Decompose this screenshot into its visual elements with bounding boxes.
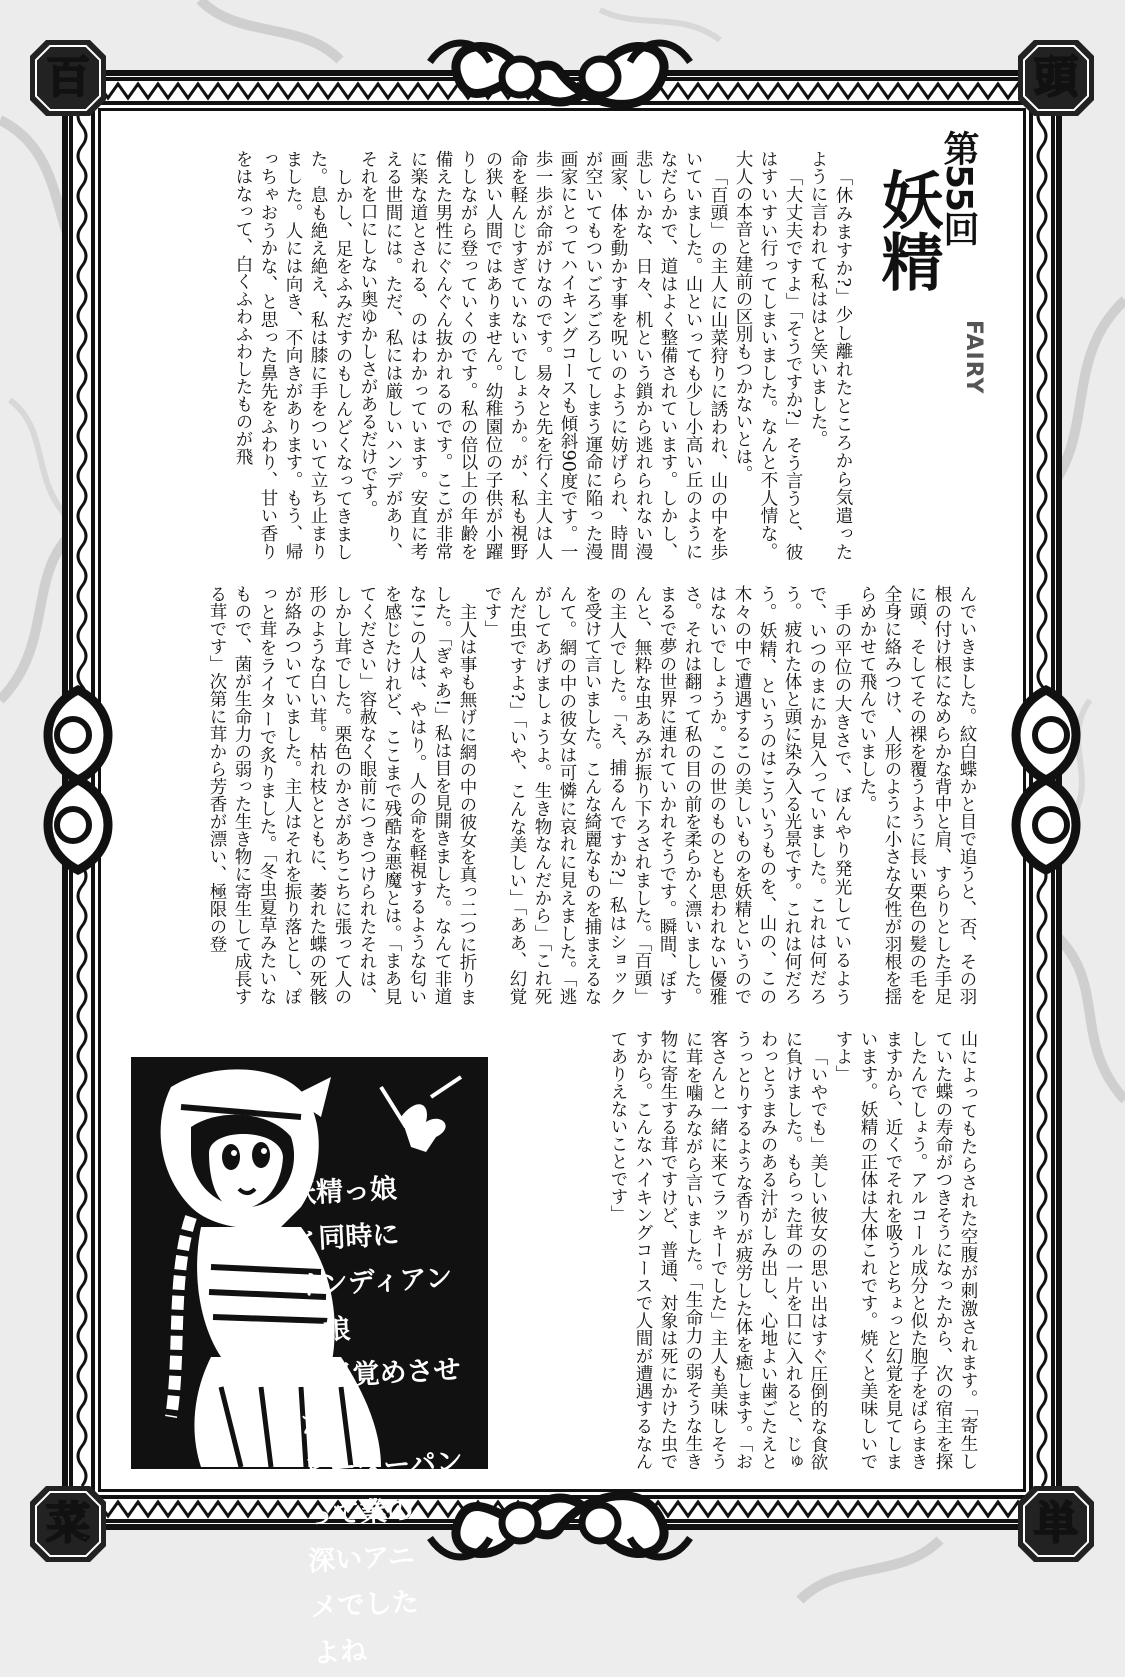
knot-ornament-right [996,660,1106,900]
paragraph: 山によってもたらされた空腹が刺激されます。「寄生していた蝶の寿命がつきそうになったから、次の宿主を探したんでしょう。アルコール成分と似た胞子をばらまきますから、近くでそれを吸うとちょっと幻覚を見てしまいます。妖精の正体は大体これです。焼くと美味しいですよ」 [833,1030,978,1470]
article-text-block-3 [560,1030,980,1470]
paragraph: 「百頭」の主人に山菜狩りに誘われ、山の中を歩いていました。山といっても少し小高い丘のようになだらかで、道はよく整備されています。しかし、悲しいかな、日々、机という鎖から逃れられない漫画家、体を動かす事を呪いのように妨げられ、時間が空いてもついごろごろしてしまう運命に陥った漫画家にとってハイキングコースも傾斜90度です。一歩一歩が命がけなのです。易々と先を行く主人は人命を軽んじすぎていないでしょうか。が、私も視野の狭い人間ではありません。幼稚園位の子供が小躍りしながら登っていくのです。私の倍以上の年齢を備えた男性にぐんぐん抜かれるのです。ここが非常に楽な道とされる、のはわかっています。安直に考える世間には。ただ、私には厳しいハンデがあり、それを口にしない奥ゆかしさがあるだけです。 [358,150,728,560]
corner-glyph: 単 [1034,1498,1078,1549]
corner-plate-bottom-left [30,1486,106,1562]
paragraph: 「休みますか?」少し離れたところから気遣ったように言われて私ははと笑いました。 [808,150,853,560]
knot-ornament-top [420,22,700,122]
paragraph: 主人は事も無げに網の中の彼女を真っ二つに折りました。「ぎゃあ!」私は目を見開きました。なんて非道な!この人は、やはり。人の命を軽視するような匂いを感じたけれど、ここまで残酷な悪魔とは。「まあ見てください」容赦なく眼前につきつけられたそれは、しかし茸でした。栗色のかさがあちこちに張って人の形のような白い茸。枯れ枝とともに、萎れた蝶の死骸が絡みついていました。主人はそれを振り落とし、ぽっと茸をライターで炙りました。「冬虫夏草みたいなもので、菌が生命力の弱った生き物に寄生して成長する茸です」次第に茸から芳香が漂い、極限の登 [207,585,477,1005]
title-main: 妖精 [871,168,944,292]
corner-glyph: 菜 [46,1498,90,1549]
article-text-block-2 [137,585,979,1005]
illustration-caption: 妖精っ娘 と同時に インディアンっ娘 に目覚めさせた ピーターパン って業の 深いアニ メでした よね [288,1173,464,1670]
paragraph: んでいきました。紋白蝶かと目で追うと、否、その羽根の付け根になめらかな背中と肩、すらりとした手足に頭、そしてその裸を覆うように長い栗色の髪の毛を全身に絡みつけ、人形のように小さな女性が羽根を揺らめかせて飛んでいました。 [857,585,977,1005]
paragraph: しかし、足をふみだすのもしんどくなってきました。息も絶え絶え、私は膝に手をついて立ち止まりました。人には向き、不向きがあります。もう、帰っちゃおうかな、と思った鼻先をふわり、甘い香りをはなって、白くふわふわしたものが飛 [233,150,353,560]
knot-ornament-left [18,660,128,900]
article-text-block-1 [137,150,855,560]
corner-plate-bottom-right [1018,1486,1094,1562]
paragraph: 「大丈夫ですよ」「そうですか?」そう言うと、彼はすいすい行ってしまいました。なんと不人情な。大人の本音と建前の区別もつかないとは。 [733,150,803,560]
paragraph: 手の平位の大きさで、ぼんやり発光しているようで、いつのまにか見入っていました。これは何だろう。疲れた体と頭に染み入る光景です。これは何だろう。妖精、というのはこういうものを、山の、この木々の中で遭遇するこの美しいものを妖精というのではないでしょうか。この世のものとも思われない優雅さ。それは翻って私の目の前を柔らかく漂いました。まるで夢の世界に連れていかれそうです。瞬間、ぼすんと、無粋な虫あみが振り下ろされました。「百頭」の主人でした。「え、捕るんですか?」私はショックを受けて言いました。こんな綺麗なものを捕まえるなんて。網の中の彼女は可憐に哀れに見えました。「逃がしてあげましょうよ。生き物なんだから」「これ死んだ虫ですよ?」「いや、こんな美しい」「ああ、幻覚です」 [482,585,852,1005]
episode-number: 第55回 [938,130,979,245]
article-title [870,130,990,395]
fairy-illustration [131,1057,488,1670]
corner-plate-top-right [1018,40,1094,116]
title-english: FAIRY [961,320,986,395]
corner-glyph: 百 [46,52,90,103]
paragraph: 「いやでも」美しい彼女の思い出はすぐ圧倒的な食欲に負けました。もらった茸の一片を口に入れると、じゅわっとうまみのある汁がしみ出し、心地よい歯ごたえとうっとりするような香りが疲労した体を癒します。「お客さんと一緒に来てラッキーでした」主人も美味しそうに茸を噛みながら言いました。「生命力の弱そうな生き物に寄生する茸ですけど、普通、対象は死にかけた虫ですから。こんなハイキングコースで人間が遭遇するなんてありえないことです」 [608,1030,828,1470]
corner-glyph: 頭 [1034,52,1078,103]
corner-plate-top-left [30,40,106,116]
